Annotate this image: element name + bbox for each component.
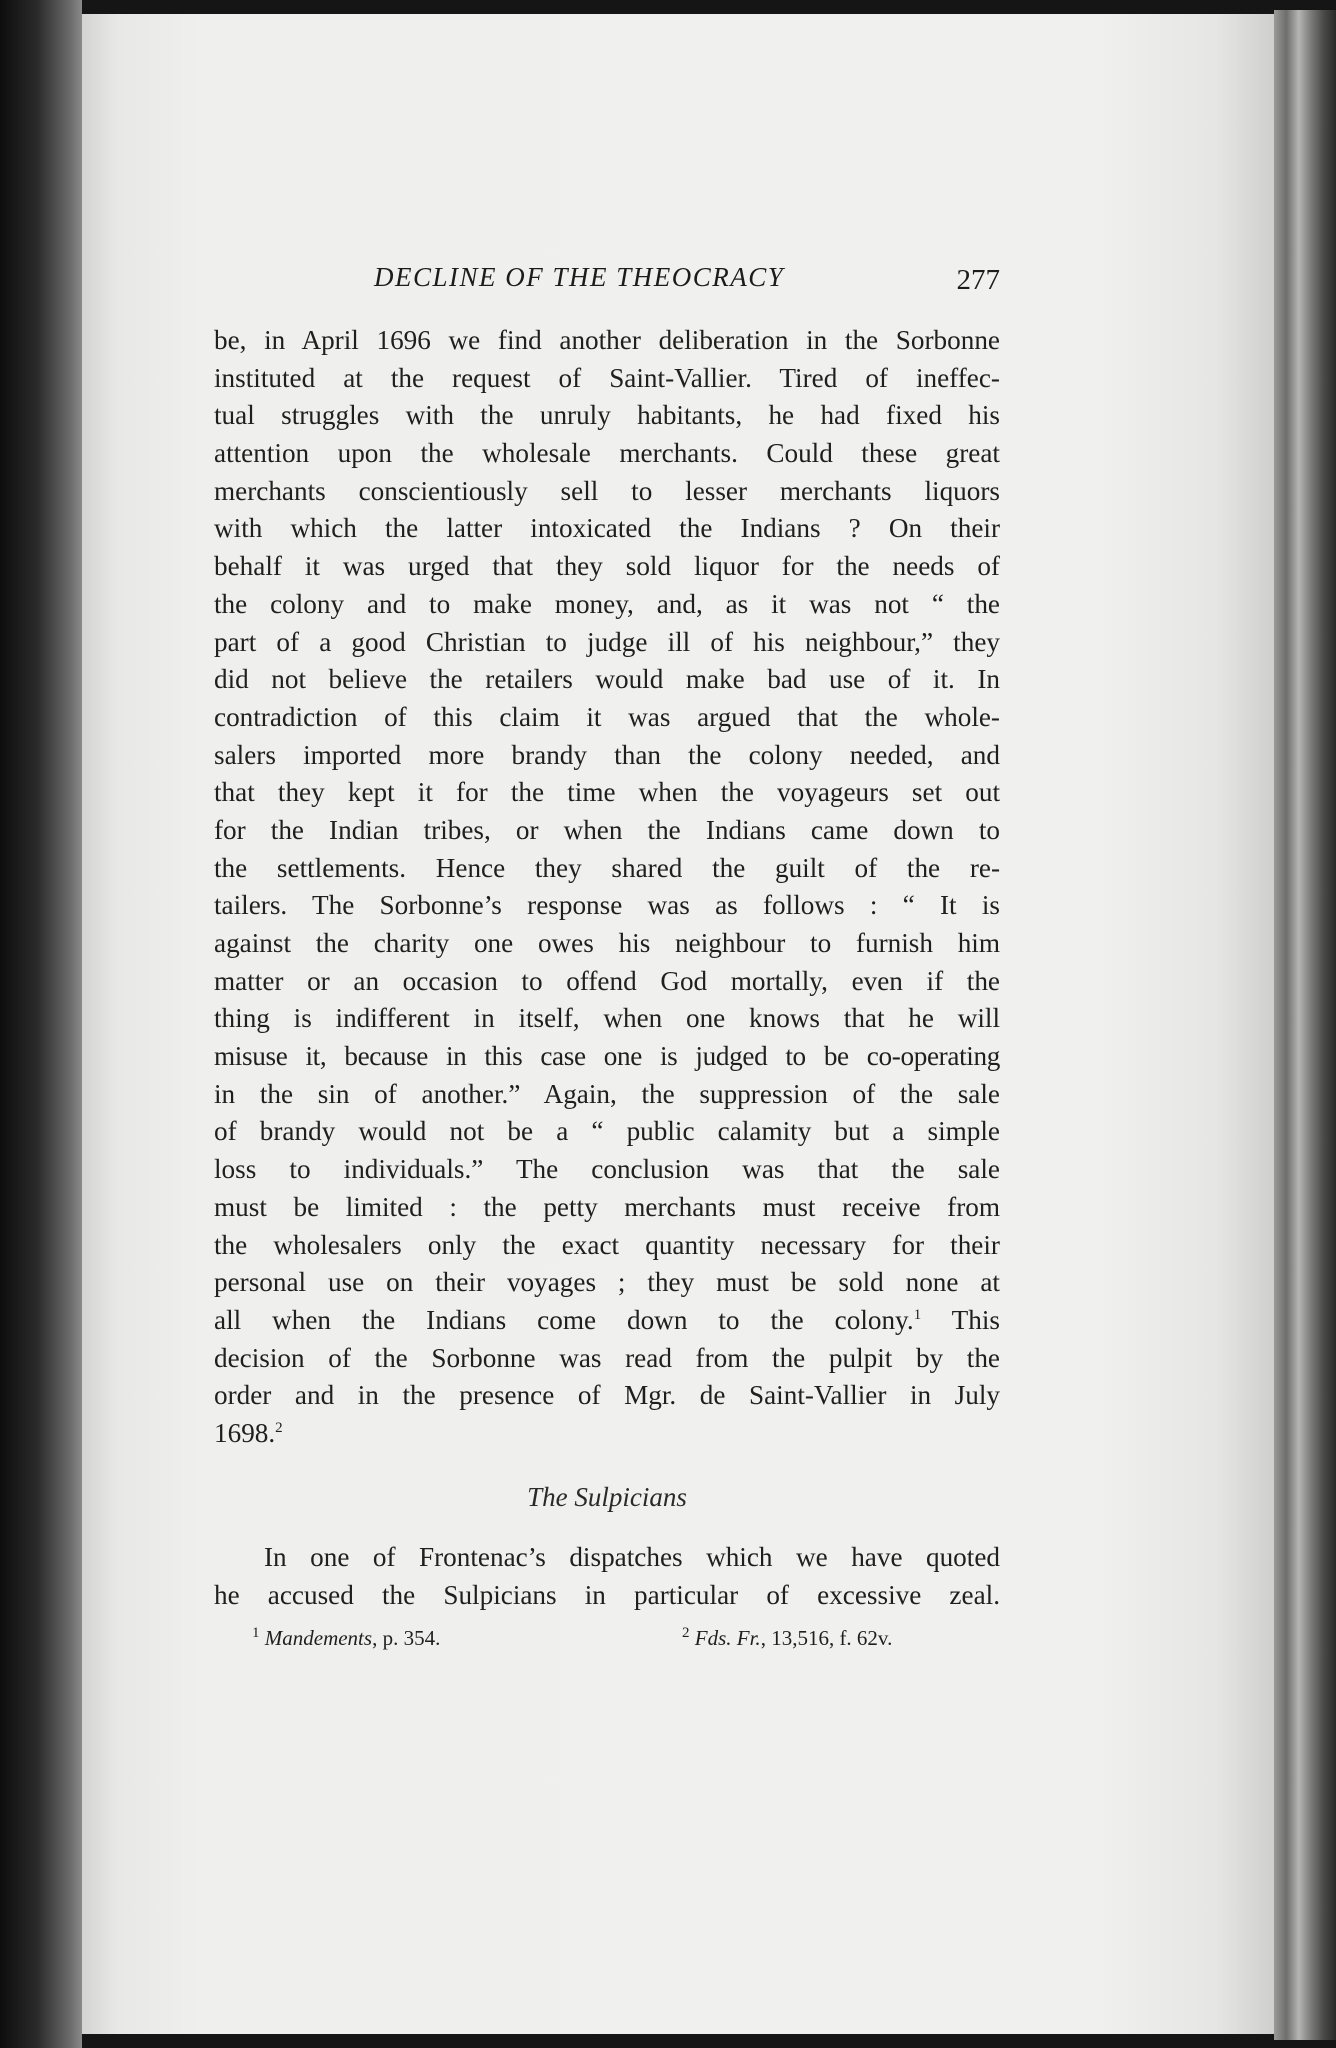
footnote-reference: , 13,516, f. 62v. [760, 1626, 893, 1650]
text-line: thing is indifferent in itself, when one knows that he will [214, 1003, 1000, 1034]
section-heading: The Sulpicians [527, 1482, 687, 1512]
text-line: he accused the Sulpicians in particular of excessive zeal. [214, 1579, 1000, 1610]
page-edges [1274, 10, 1336, 2040]
text-line: merchants conscientiously sell to lesser merchants liquors [214, 475, 1000, 506]
text-line: did not believe the retailers would make bad use of it. In [214, 664, 1000, 695]
running-head [216, 262, 1000, 302]
text-line: In one of Frontenac’s dispatches which we have quoted [264, 1542, 1000, 1572]
running-head-title: DECLINE OF THE THEOCRACY [374, 262, 785, 292]
text-line: must be limited : the petty merchants must receive from [214, 1191, 1000, 1222]
text-line: instituted at the request of Saint-Vallier. Tired of ineffec- [214, 362, 1000, 393]
page-number: 277 [956, 264, 1000, 296]
text-line: personal use on their voyages ; they must be sold none at [214, 1267, 1000, 1298]
text-line: matter or an occasion to offend God mortally, even if the [214, 965, 1000, 996]
text-line: in the sin of another.” Again, the suppression of the sale [214, 1078, 1000, 1109]
text-line: of brandy would not be a “ public calamity but a simple [214, 1116, 1000, 1147]
text-line: misuse it, because in this case one is judged to be co-operating [214, 1041, 1000, 1072]
text-line: contradiction of this claim it was argued that the whole- [214, 701, 1000, 732]
text-line: the wholesalers only the exact quantity necessary for their [214, 1229, 1000, 1260]
footnotes [214, 1626, 1000, 1660]
text-line: loss to individuals.” The conclusion was that the sale [214, 1154, 1000, 1185]
text-line: tailers. The Sorbonne’s response was as follows : “ It is [214, 890, 1000, 921]
footnote-marker-1: 1 [913, 1306, 922, 1323]
text-line-with-footnote [214, 1415, 1000, 1453]
text-line: part of a good Christian to judge ill of his neighbour,” they [214, 626, 1000, 657]
binding-shadow [0, 0, 82, 2048]
text-line: salers imported more brandy than the colony needed, and [214, 739, 1000, 770]
paragraph-brandy-trade [214, 322, 1000, 1453]
text-line: order and in the presence of Mgr. de Saint-Vallier in July [214, 1380, 1000, 1411]
text-fragment: 1698. [214, 1417, 276, 1448]
paragraph-sulpicians [214, 1538, 1000, 1613]
text-line: behalf it was urged that they sold liquor for the needs of [214, 551, 1000, 582]
text-line: decision of the Sorbonne was read from the pulpit by the [214, 1342, 1000, 1373]
footnote-marker-2: 2 [275, 1419, 283, 1436]
text-line: that they kept it for the time when the voyageurs set out [214, 777, 1000, 808]
footnote-2 [682, 1626, 892, 1651]
text-line: the settlements. Hence they shared the guilt of the re- [214, 852, 1000, 883]
text-line-with-footnote [214, 1302, 1000, 1340]
footnote-reference: , p. 354. [372, 1626, 441, 1650]
text-line: the colony and to make money, and, as it was not “ the [214, 588, 1000, 619]
text-line: against the charity one owes his neighbour to furnish him [214, 928, 1000, 958]
text-line: attention upon the wholesale merchants. Could these great [214, 438, 1000, 469]
text-line: with which the latter intoxicated the Indians ? On their [214, 513, 1000, 544]
text-line: tual struggles with the unruly habitants, he had fixed his [214, 400, 1000, 431]
text-fragment: This [921, 1304, 1000, 1335]
footnote-1 [252, 1626, 440, 1651]
footnote-number: 2 [682, 1625, 690, 1641]
text-fragment: all when the Indians come down to the colony. [214, 1304, 914, 1335]
text-line: for the Indian tribes, or when the Indians came down to [214, 814, 1000, 845]
footnote-number: 1 [252, 1625, 260, 1641]
footnote-source: Mandements [264, 1626, 373, 1650]
text-line: be, in April 1696 we find another deliberation in the Sorbonne [214, 325, 1000, 355]
footnote-source: Fds. Fr. [694, 1626, 761, 1650]
